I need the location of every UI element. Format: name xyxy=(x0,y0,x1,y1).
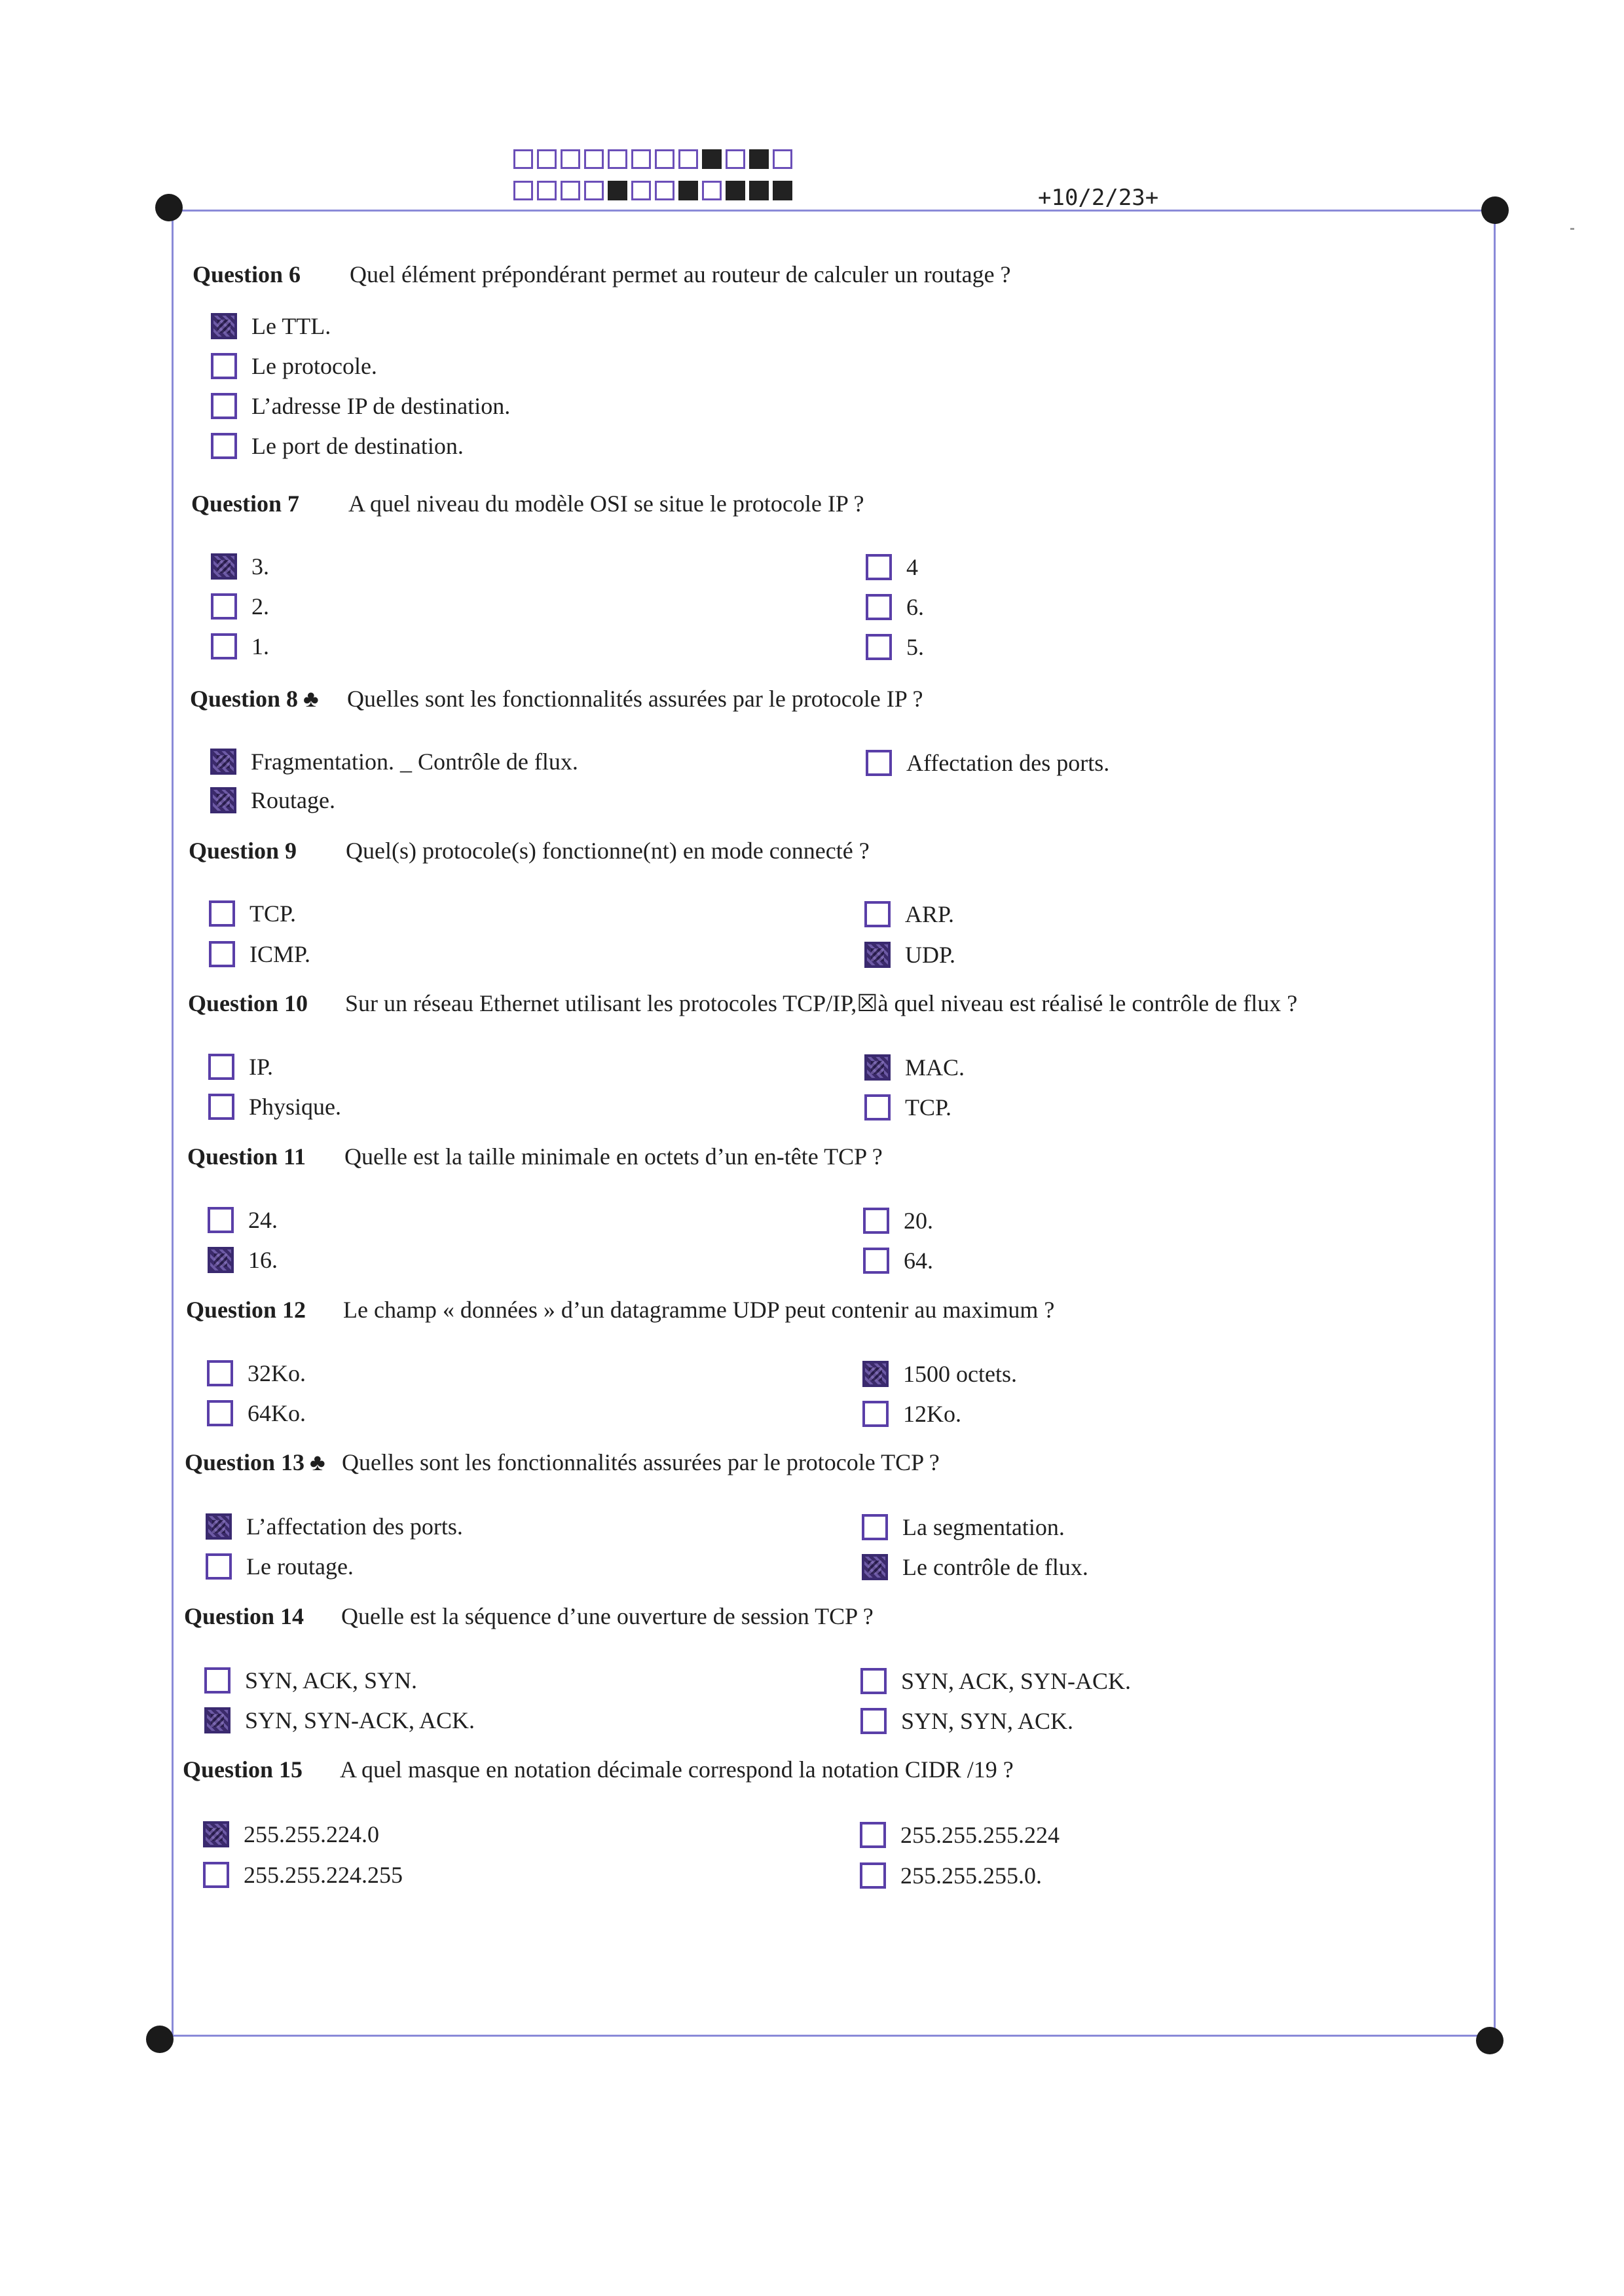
answer-option[interactable] xyxy=(211,392,510,420)
answer-checkbox[interactable] xyxy=(863,1208,889,1234)
answer-option[interactable] xyxy=(211,432,464,460)
page-code: +10/2/23+ xyxy=(1038,185,1159,211)
answer-option[interactable] xyxy=(204,1667,417,1694)
answer-checkbox[interactable] xyxy=(204,1667,231,1694)
answer-checkbox[interactable] xyxy=(207,1360,233,1386)
barcode-cell xyxy=(749,181,769,200)
answer-checkbox[interactable] xyxy=(204,1707,231,1733)
answer-option[interactable] xyxy=(211,593,269,620)
answer-label: 20. xyxy=(904,1208,933,1234)
answer-checkbox[interactable] xyxy=(208,1054,234,1080)
answer-checkbox[interactable] xyxy=(208,1247,234,1273)
answer-checkbox[interactable] xyxy=(207,1400,233,1426)
answer-option[interactable] xyxy=(860,1707,1073,1735)
answer-checkbox[interactable] xyxy=(864,1054,891,1081)
answer-option[interactable] xyxy=(206,1513,463,1540)
answer-checkbox[interactable] xyxy=(864,942,891,968)
question-number xyxy=(187,1143,344,1170)
answer-label: Le contrôle de flux. xyxy=(902,1554,1088,1580)
question-text: Quel élément prépondérant permet au routeur de calculer un routage ? xyxy=(350,261,1011,287)
question-number-text: Question 6 xyxy=(193,261,301,287)
barcode-cell xyxy=(702,181,722,200)
answer-label: IP. xyxy=(249,1054,274,1080)
answer-option[interactable] xyxy=(208,1246,278,1274)
question-number-text: Question 13 xyxy=(185,1449,305,1475)
question-heading xyxy=(184,1602,874,1630)
answer-checkbox[interactable] xyxy=(866,750,892,776)
barcode-cell xyxy=(655,149,674,169)
question-number xyxy=(191,490,348,517)
question-number xyxy=(183,1756,340,1783)
answer-option[interactable] xyxy=(862,1400,961,1428)
answer-label: L’adresse IP de destination. xyxy=(251,393,511,419)
answer-label: SYN, SYN, ACK. xyxy=(901,1708,1074,1734)
question-text: Quelles sont les fonctionnalités assurées par le protocole TCP ? xyxy=(342,1449,940,1475)
answer-label: 255.255.255.0. xyxy=(900,1862,1042,1889)
answer-checkbox[interactable] xyxy=(862,1361,889,1387)
barcode-cell xyxy=(608,149,627,169)
answer-checkbox[interactable] xyxy=(203,1862,229,1888)
answer-option[interactable] xyxy=(211,633,269,660)
answer-checkbox[interactable] xyxy=(866,594,892,620)
answer-checkbox[interactable] xyxy=(863,1248,889,1274)
answer-label: 16. xyxy=(248,1247,278,1273)
barcode-cell xyxy=(726,181,745,200)
answer-option[interactable] xyxy=(864,1094,951,1121)
answer-option[interactable] xyxy=(864,941,955,969)
question-text: Quel(s) protocole(s) fonctionne(nt) en mode connecté ? xyxy=(346,838,870,864)
answer-checkbox[interactable] xyxy=(209,941,235,967)
answer-checkbox[interactable] xyxy=(864,901,891,927)
answer-label: 64. xyxy=(904,1248,933,1274)
answer-label: 64Ko. xyxy=(248,1400,306,1426)
answer-label: TCP. xyxy=(905,1094,952,1120)
answer-label: 255.255.255.224 xyxy=(900,1822,1060,1848)
answer-checkbox[interactable] xyxy=(862,1401,889,1427)
barcode-cell xyxy=(678,149,698,169)
answer-label: 2. xyxy=(251,593,269,620)
answer-label: Physique. xyxy=(249,1094,342,1120)
answer-label: L’affectation des ports. xyxy=(246,1513,463,1540)
question-number xyxy=(188,990,345,1017)
answer-option[interactable] xyxy=(206,1553,354,1580)
answer-option[interactable] xyxy=(203,1821,379,1848)
answer-checkbox[interactable] xyxy=(211,393,237,419)
answer-option[interactable] xyxy=(207,1360,306,1387)
answer-label: 3. xyxy=(251,553,269,580)
answer-checkbox[interactable] xyxy=(860,1708,887,1734)
answer-option[interactable] xyxy=(862,1553,1088,1581)
answer-checkbox[interactable] xyxy=(866,634,892,660)
question-number xyxy=(193,261,350,288)
answer-label: 12Ko. xyxy=(903,1401,961,1427)
answer-option[interactable] xyxy=(208,1206,278,1234)
answer-checkbox[interactable] xyxy=(203,1821,229,1847)
answer-label: UDP. xyxy=(905,942,956,968)
answer-option[interactable] xyxy=(866,749,1109,777)
question-text: A quel niveau du modèle OSI se situe le protocole IP ? xyxy=(348,491,864,517)
answer-checkbox[interactable] xyxy=(210,787,236,813)
answer-label: SYN, ACK, SYN-ACK. xyxy=(901,1668,1132,1694)
answer-label: Fragmentation. _ Contrôle de flux. xyxy=(251,749,578,775)
answer-option[interactable] xyxy=(864,1054,965,1081)
answer-option[interactable] xyxy=(207,1399,306,1427)
answer-checkbox[interactable] xyxy=(864,1094,891,1120)
question-number xyxy=(185,1449,342,1476)
answer-option[interactable] xyxy=(864,900,954,928)
answer-checkbox[interactable] xyxy=(208,1094,234,1120)
question-number-text: Question 9 xyxy=(189,838,297,864)
answer-checkbox[interactable] xyxy=(209,900,235,927)
answer-label: 255.255.224.0 xyxy=(244,1821,379,1847)
barcode-cell xyxy=(655,181,674,200)
answer-option[interactable] xyxy=(210,787,335,814)
multiple-answer-club-icon: ♣ xyxy=(303,686,319,712)
question-number-text: Question 7 xyxy=(191,491,300,517)
answer-option[interactable] xyxy=(863,1247,933,1274)
question-heading xyxy=(191,490,864,517)
question-heading xyxy=(189,837,870,864)
barcode-cell xyxy=(678,181,698,200)
answer-option[interactable] xyxy=(211,312,331,340)
answer-checkbox[interactable] xyxy=(211,433,237,459)
answer-label: 6. xyxy=(906,594,924,620)
answer-option[interactable] xyxy=(211,352,377,380)
corner-mark-bottom-right xyxy=(1476,2027,1504,2054)
question-heading xyxy=(183,1756,1014,1783)
question-heading xyxy=(190,685,923,713)
barcode-cell xyxy=(749,149,769,169)
answer-option[interactable] xyxy=(866,593,924,621)
answer-label: 5. xyxy=(906,634,924,660)
question-heading xyxy=(185,1449,940,1476)
answer-option[interactable] xyxy=(208,1093,341,1120)
answer-label: Le TTL. xyxy=(251,313,331,339)
answer-checkbox[interactable] xyxy=(208,1207,234,1233)
question-text: A quel masque en notation décimale correspond la notation CIDR /19 ? xyxy=(340,1756,1014,1783)
answer-option[interactable] xyxy=(862,1513,1065,1541)
question-text: Quelle est la taille minimale en octets d’un en-tête TCP ? xyxy=(344,1143,883,1170)
answer-checkbox[interactable] xyxy=(860,1668,887,1694)
question-text: Sur un réseau Ethernet utilisant les protocoles TCP/IP,☒à quel niveau est réalisé le contrôle de flux ? xyxy=(345,990,1298,1016)
answer-label: Le port de destination. xyxy=(251,433,464,459)
answer-option[interactable] xyxy=(862,1360,1017,1388)
answer-checkbox[interactable] xyxy=(860,1862,886,1889)
barcode-cell xyxy=(584,181,604,200)
question-text: Quelles sont les fonctionnalités assurées par le protocole IP ? xyxy=(347,686,923,712)
question-number-text: Question 12 xyxy=(186,1297,306,1323)
barcode-cell xyxy=(537,181,557,200)
answer-label: 1. xyxy=(251,633,269,659)
answer-label: SYN, ACK, SYN. xyxy=(245,1667,418,1694)
barcode-cell xyxy=(631,181,651,200)
question-heading xyxy=(187,1143,883,1170)
barcode-cell xyxy=(513,181,533,200)
answer-label: 24. xyxy=(248,1207,278,1233)
answer-label: Le routage. xyxy=(246,1553,354,1580)
answer-checkbox[interactable] xyxy=(211,593,237,620)
answer-label: SYN, SYN-ACK, ACK. xyxy=(245,1707,475,1733)
answer-checkbox[interactable] xyxy=(866,554,892,580)
answer-option[interactable] xyxy=(866,633,924,661)
question-text: Quelle est la séquence d’une ouverture de session TCP ? xyxy=(341,1603,874,1629)
question-number-text: Question 14 xyxy=(184,1603,304,1629)
answer-option[interactable] xyxy=(863,1207,933,1234)
barcode-cell xyxy=(726,149,745,169)
answer-label: 255.255.224.255 xyxy=(244,1862,403,1888)
barcode-cell xyxy=(773,181,792,200)
answer-checkbox[interactable] xyxy=(211,353,237,379)
question-number xyxy=(186,1296,343,1324)
answer-option[interactable] xyxy=(210,748,578,775)
barcode-cell xyxy=(773,149,792,169)
answer-label: Routage. xyxy=(251,787,335,813)
answer-checkbox[interactable] xyxy=(210,749,236,775)
barcode-cell xyxy=(561,149,580,169)
answer-label: Le protocole. xyxy=(251,353,377,379)
question-heading xyxy=(188,990,1297,1017)
answer-checkbox[interactable] xyxy=(860,1822,886,1848)
answer-option[interactable] xyxy=(209,940,310,968)
answer-checkbox[interactable] xyxy=(211,313,237,339)
question-number-text: Question 15 xyxy=(183,1756,303,1783)
answer-option[interactable] xyxy=(203,1861,403,1889)
corner-mark-top-left xyxy=(155,194,183,221)
answer-option[interactable] xyxy=(860,1821,1060,1849)
answer-option[interactable] xyxy=(209,900,296,927)
answer-checkbox[interactable] xyxy=(211,633,237,659)
corner-mark-top-right xyxy=(1481,196,1509,224)
question-number-text: Question 11 xyxy=(187,1143,306,1170)
barcode-cell xyxy=(631,149,651,169)
answer-checkbox[interactable] xyxy=(862,1514,888,1540)
barcode-cell xyxy=(537,149,557,169)
answer-checkbox[interactable] xyxy=(206,1513,232,1540)
question-number-text: Question 10 xyxy=(188,990,308,1016)
question-number xyxy=(184,1602,341,1630)
barcode-cell xyxy=(608,181,627,200)
answer-label: La segmentation. xyxy=(902,1514,1065,1540)
answer-option[interactable] xyxy=(211,553,269,580)
answer-label: 4 xyxy=(906,554,918,580)
multiple-answer-club-icon: ♣ xyxy=(310,1449,325,1475)
answer-option[interactable] xyxy=(208,1053,273,1081)
barcode-cell xyxy=(513,149,533,169)
answer-checkbox[interactable] xyxy=(211,553,237,580)
answer-option[interactable] xyxy=(860,1667,1131,1695)
answer-option[interactable] xyxy=(866,553,918,581)
answer-option[interactable] xyxy=(204,1707,475,1734)
barcode-row-1 xyxy=(513,149,796,169)
answer-label: Affectation des ports. xyxy=(906,750,1110,776)
scan-speck xyxy=(1570,228,1574,230)
barcode-cell xyxy=(561,181,580,200)
answer-option[interactable] xyxy=(860,1862,1042,1889)
answer-checkbox[interactable] xyxy=(862,1554,888,1580)
question-text: Le champ « données » d’un datagramme UDP peut contenir au maximum ? xyxy=(343,1297,1055,1323)
question-number-text: Question 8 xyxy=(190,686,299,712)
answer-label: 1500 octets. xyxy=(903,1361,1017,1387)
answer-label: ARP. xyxy=(905,901,955,927)
barcode-cell xyxy=(702,149,722,169)
answer-label: 32Ko. xyxy=(248,1360,306,1386)
question-heading xyxy=(186,1296,1054,1324)
barcode-row-2 xyxy=(513,181,796,200)
corner-mark-bottom-left xyxy=(146,2026,174,2053)
question-heading xyxy=(193,261,1011,288)
answer-label: ICMP. xyxy=(249,941,311,967)
barcode-cell xyxy=(584,149,604,169)
answer-label: MAC. xyxy=(905,1054,965,1081)
answer-label: TCP. xyxy=(249,900,297,927)
question-number xyxy=(190,685,347,713)
answer-checkbox[interactable] xyxy=(206,1553,232,1580)
question-number xyxy=(189,837,346,864)
